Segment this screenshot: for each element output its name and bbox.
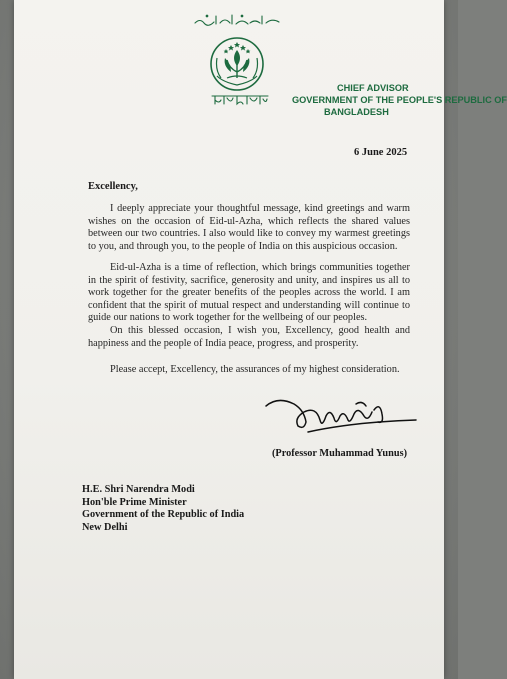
bengali-chief-advisor-caption-icon <box>210 94 270 106</box>
letterhead-text <box>292 82 507 118</box>
bangladesh-government-emblem-icon <box>209 36 265 92</box>
letterhead-title: CHIEF ADVISOR <box>337 83 409 93</box>
body-paragraph-1: I deeply appreciate your thoughtful message, kind greetings and warm wishes on the occasion of Eid-ul-Azha, which reflects the shared values between our two countries. I also would like to convey my warmest greetings to you, and through you, to the people of India on this auspicious occasion. <box>88 203 410 252</box>
bismillah-calligraphy-icon <box>192 12 282 28</box>
recipient-city: New Delhi <box>82 521 128 533</box>
salutation: Excellency, <box>88 181 138 192</box>
body-paragraph-3: On this blessed occasion, I wish you, Excellency, good health and happiness and the people of India peace, progress, and prosperity. <box>88 325 410 349</box>
letter-page <box>14 0 507 679</box>
signer-name: (Professor Muhammad Yunus) <box>272 448 408 459</box>
body-paragraph-2: Eid-ul-Azha is a time of reflection, which brings communities together in the spirit of festivity, sacrifice, generosity and unity, and inspires us all to work together for the greater benefits of the peoples across the world. I am confident that the spirit of mutual respect and understanding will continue to guide our nations to work together for the wellbeing of our peoples. <box>88 262 410 324</box>
letterhead-org-line-2: BANGLADESH <box>324 107 389 117</box>
body-paragraph-4: Please accept, Excellency, the assurances of my highest consideration. <box>110 364 400 375</box>
handwritten-signature-icon <box>264 392 424 452</box>
recipient-title: Hon'ble Prime Minister <box>82 496 187 508</box>
recipient-name: H.E. Shri Narendra Modi <box>82 484 195 495</box>
recipient-address <box>82 484 244 534</box>
recipient-organization: Government of the Republic of India <box>82 509 245 521</box>
letterhead-org-line-1: GOVERNMENT OF THE PEOPLE'S REPUBLIC OF <box>292 95 507 105</box>
letter-date: 6 June 2025 <box>354 147 408 158</box>
